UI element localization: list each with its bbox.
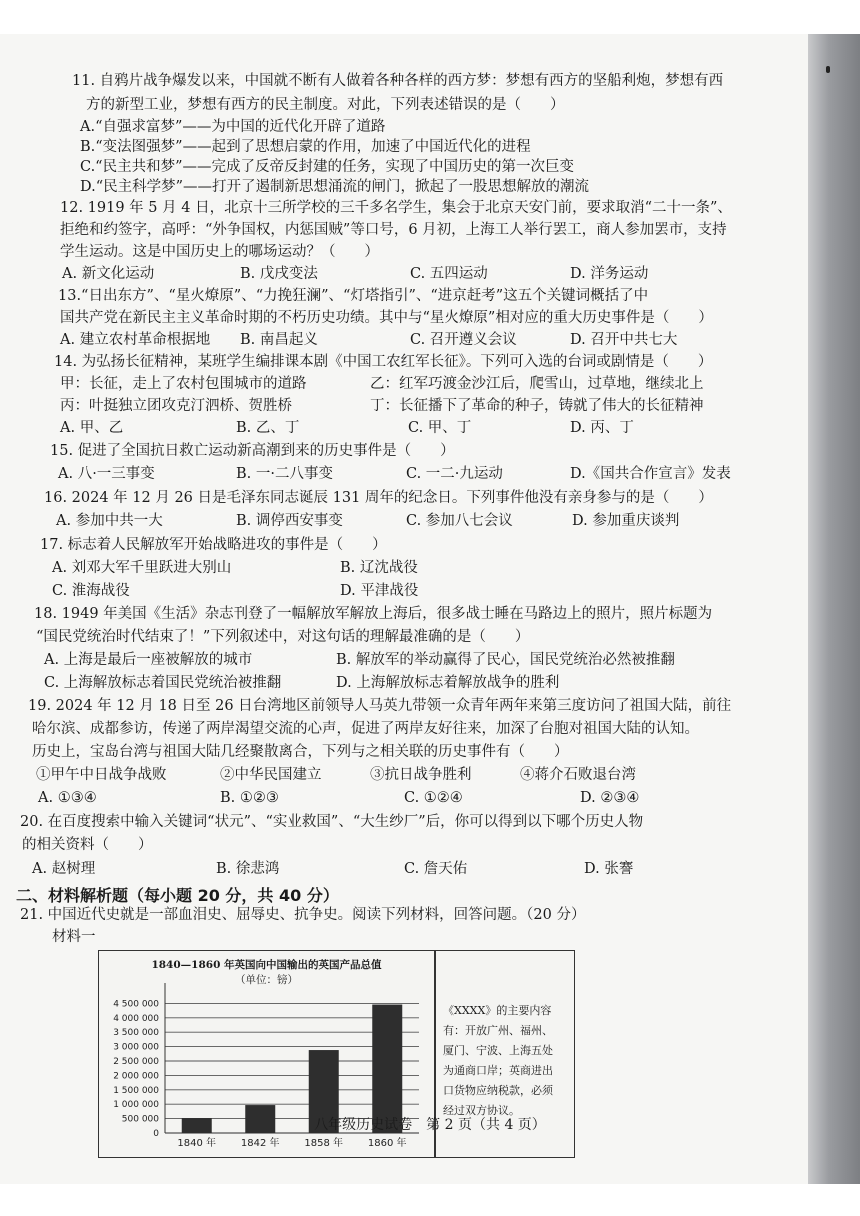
q11-stem-line2: 方的新型工业，梦想有西方的民主制度。对此，下列表述错误的是（ ） — [86, 97, 565, 113]
q13-option-a: A. 建立农村革命根据地 — [60, 332, 211, 348]
q19-event-2: ②中华民国建立 — [220, 767, 322, 783]
q20-option-b: B. 徐悲鸿 — [216, 861, 280, 877]
q13-option-d: D. 召开中共七大 — [570, 332, 678, 348]
q20-stem-line2: 的相关资料（ ） — [22, 837, 153, 853]
q19-stem-line1: 19. 2024 年 12 月 18 日至 26 日台湾地区前领导人马英九带领一众青年两年来第三度访问了祖国大陆，前往 — [28, 698, 732, 714]
q15-stem: 15. 促进了全国抗日救亡运动新高潮到来的历史事件是（ ） — [50, 443, 455, 459]
treaty-text: 《XXXX》的主要内容有：开放广州、福州、厦门、宁波、上海五处为通商口岸；英商进出口货物应纳税款，必须经过双方协议。 — [443, 1004, 553, 1117]
q12-option-c: C. 五四运动 — [410, 266, 488, 282]
q14-item-ding: 丁：长征播下了革命的种子，铸就了伟大的长征精神 — [370, 398, 704, 414]
q17-option-a: A. 刘邓大军千里跃进大别山 — [52, 560, 232, 576]
x-tick-label: 1860 年 — [367, 1138, 407, 1149]
y-tick-label: 4 000 000 — [113, 1013, 159, 1024]
q15-option-c: C. 一二·九运动 — [406, 466, 503, 482]
q19-event-4: ④蒋介石败退台湾 — [520, 767, 636, 783]
x-tick-label: 1858 年 — [304, 1138, 344, 1149]
x-tick-label: 1840 年 — [177, 1138, 217, 1149]
q11-option-a: A.“自强求富梦”——为中国的近代化开辟了道路 — [80, 119, 386, 135]
q14-option-c: C. 甲、丁 — [408, 420, 472, 436]
q16-option-c: C. 参加八七会议 — [406, 513, 513, 529]
q18-option-c: C. 上海解放标志着国民党统治被推翻 — [44, 675, 282, 691]
q14-option-b: B. 乙、丁 — [236, 420, 300, 436]
y-tick-label: 2 000 000 — [113, 1071, 159, 1082]
q14-item-yi: 乙：红军巧渡金沙江后，爬雪山，过草地，继续北上 — [370, 376, 704, 392]
y-tick-label: 4 500 000 — [113, 999, 159, 1010]
q12-stem-line1: 12. 1919 年 5 月 4 日，北京十三所学校的三千多名学生，集会于北京天安门前，要求取消“二十一条”、 — [60, 200, 732, 216]
q13-stem-line2: 国共产党在新民主主义革命时期的不朽历史功绩。其中与“星火燎原”相对应的重大历史事件是（ ） — [60, 310, 713, 326]
q12-option-d: D. 洋务运动 — [570, 266, 649, 282]
q17-option-b: B. 辽沈战役 — [340, 560, 418, 576]
q11-option-d: D.“民主科学梦”——打开了遏制新思想涌流的闸门，掀起了一股思想解放的潮流 — [80, 179, 590, 195]
q17-option-d: D. 平津战役 — [340, 583, 419, 599]
q11-stem-line1: 11. 自鸦片战争爆发以来，中国就不断有人做着各种各样的西方梦：梦想有西方的坚船利炮，梦想有西 — [72, 73, 724, 89]
q12-option-b: B. 戊戌变法 — [240, 266, 318, 282]
q16-option-b: B. 调停西安事变 — [236, 513, 343, 529]
q12-stem-line3: 学生运动。这是中国历史上的哪场运动？（ ） — [60, 244, 379, 260]
q19-stem-line2: 哈尔滨、成都参访，传递了两岸渴望交流的心声，促进了两岸友好往来，加深了台胞对祖国大陆的认知。 — [32, 721, 699, 737]
q19-stem-line3: 历史上，宝岛台湾与祖国大陆几经聚散离合，下列与之相关联的历史事件有（ ） — [32, 744, 569, 760]
q15-option-a: A. 八·一三事变 — [58, 466, 155, 482]
q20-option-c: C. 詹天佑 — [404, 861, 468, 877]
q18-option-a: A. 上海是最后一座被解放的城市 — [44, 652, 253, 668]
y-tick-label: 2 500 000 — [113, 1057, 159, 1067]
ink-dot — [826, 66, 830, 73]
q18-option-b: B. 解放军的举动赢得了民心，国民党统治必然被推翻 — [336, 652, 675, 668]
q19-option-d: D. ②③④ — [580, 790, 640, 806]
x-tick-label: 1842 年 — [240, 1138, 280, 1149]
q19-option-c: C. ①②④ — [404, 790, 463, 806]
q18-stem-line1: 18. 1949 年美国《生活》杂志刊登了一幅解放军解放上海后，很多战士睡在马路边上的照片，照片标题为 — [34, 606, 713, 622]
q13-stem-line1: 13.“日出东方”、“星火燎原”、“力挽狂澜”、“灯塔指引”、“进京赶考”这五个关键词概括了中 — [58, 288, 649, 304]
q19-option-a: A. ①③④ — [38, 790, 97, 806]
y-tick-label: 1 500 000 — [113, 1085, 159, 1096]
q13-option-c: C. 召开遵义会议 — [410, 332, 517, 348]
q14-stem: 14. 为弘扬长征精神，某班学生编排课本剧《中国工农红军长征》。下列可入选的台词或剧情是（ ） — [54, 354, 713, 370]
q21-stem: 21. 中国近代史就是一部血泪史、屈辱史、抗争史。阅读下列材料，回答问题。（20 分） — [20, 907, 586, 923]
q16-option-a: A. 参加中共一大 — [56, 513, 163, 529]
q14-item-bing: 丙：叶挺独立团攻克汀泗桥、贺胜桥 — [60, 398, 292, 414]
q20-option-d: D. 张謇 — [584, 861, 634, 877]
q11-option-b: B.“变法图强梦”——起到了思想启蒙的作用，加速了中国近代化的进程 — [80, 139, 531, 155]
q20-stem-line1: 20. 在百度搜索中输入关键词“状元”、“实业救国”、“大生纱厂”后，你可以得到以下哪个历史人物 — [20, 814, 644, 830]
chart-subtitle: （单位：镑） — [235, 974, 298, 986]
q17-stem: 17. 标志着人民解放军开始战略进攻的事件是（ ） — [40, 537, 387, 553]
q14-item-jia: 甲：长征，走上了农村包围城市的道路 — [60, 376, 307, 392]
q19-option-b: B. ①②③ — [220, 790, 279, 806]
y-tick-label: 1 000 000 — [113, 1100, 159, 1111]
y-tick-label: 0 — [153, 1129, 159, 1139]
y-tick-label: 3 500 000 — [113, 1028, 159, 1039]
q16-option-d: D. 参加重庆谈判 — [572, 513, 680, 529]
y-tick-label: 3 000 000 — [113, 1042, 159, 1053]
q11-option-c: C.“民主共和梦”——完成了反帝反封建的任务，实现了中国历史的第一次巨变 — [80, 159, 575, 175]
q19-event-3: ③抗日战争胜利 — [370, 767, 472, 783]
q21-material1-label: 材料一 — [52, 929, 96, 945]
q15-option-b: B. 一·二八事变 — [236, 466, 333, 482]
q16-stem: 16. 2024 年 12 月 26 日是毛泽东同志诞辰 131 周年的纪念日。下列事件他没有亲身参与的是（ ） — [44, 490, 713, 506]
q19-event-1: ①甲午中日战争战败 — [36, 767, 167, 783]
q14-option-a: A. 甲、乙 — [60, 420, 124, 436]
page-edge-shadow — [808, 34, 860, 1184]
q18-stem-line2: “国民党统治时代结束了！”下列叙述中，对这句话的理解最准确的是（ ） — [36, 629, 530, 645]
q20-option-a: A. 赵树理 — [32, 861, 96, 877]
page-footer: 八年级历史试卷 第 2 页（共 4 页） — [314, 1117, 546, 1133]
q18-option-d: D. 上海解放标志着解放战争的胜利 — [336, 675, 560, 691]
q17-option-c: C. 淮海战役 — [52, 583, 130, 599]
q12-option-a: A. 新文化运动 — [62, 266, 155, 282]
q12-stem-line2: 拒绝和约签字，高呼：“外争国权，内惩国贼”等口号，6 月初，上海工人举行罢工，商人参加罢市，支持 — [60, 222, 727, 238]
q14-option-d: D. 丙、丁 — [570, 420, 634, 436]
y-tick-label: 500 000 — [121, 1114, 159, 1125]
chart-title: 1840—1860 年英国向中国输出的英国产品总值 — [151, 959, 382, 971]
q13-option-b: B. 南昌起义 — [240, 332, 318, 348]
q15-option-d: D.《国共合作宣言》发表 — [570, 466, 731, 482]
section-2-title: 二、材料解析题（每小题 20 分，共 40 分） — [16, 886, 339, 905]
